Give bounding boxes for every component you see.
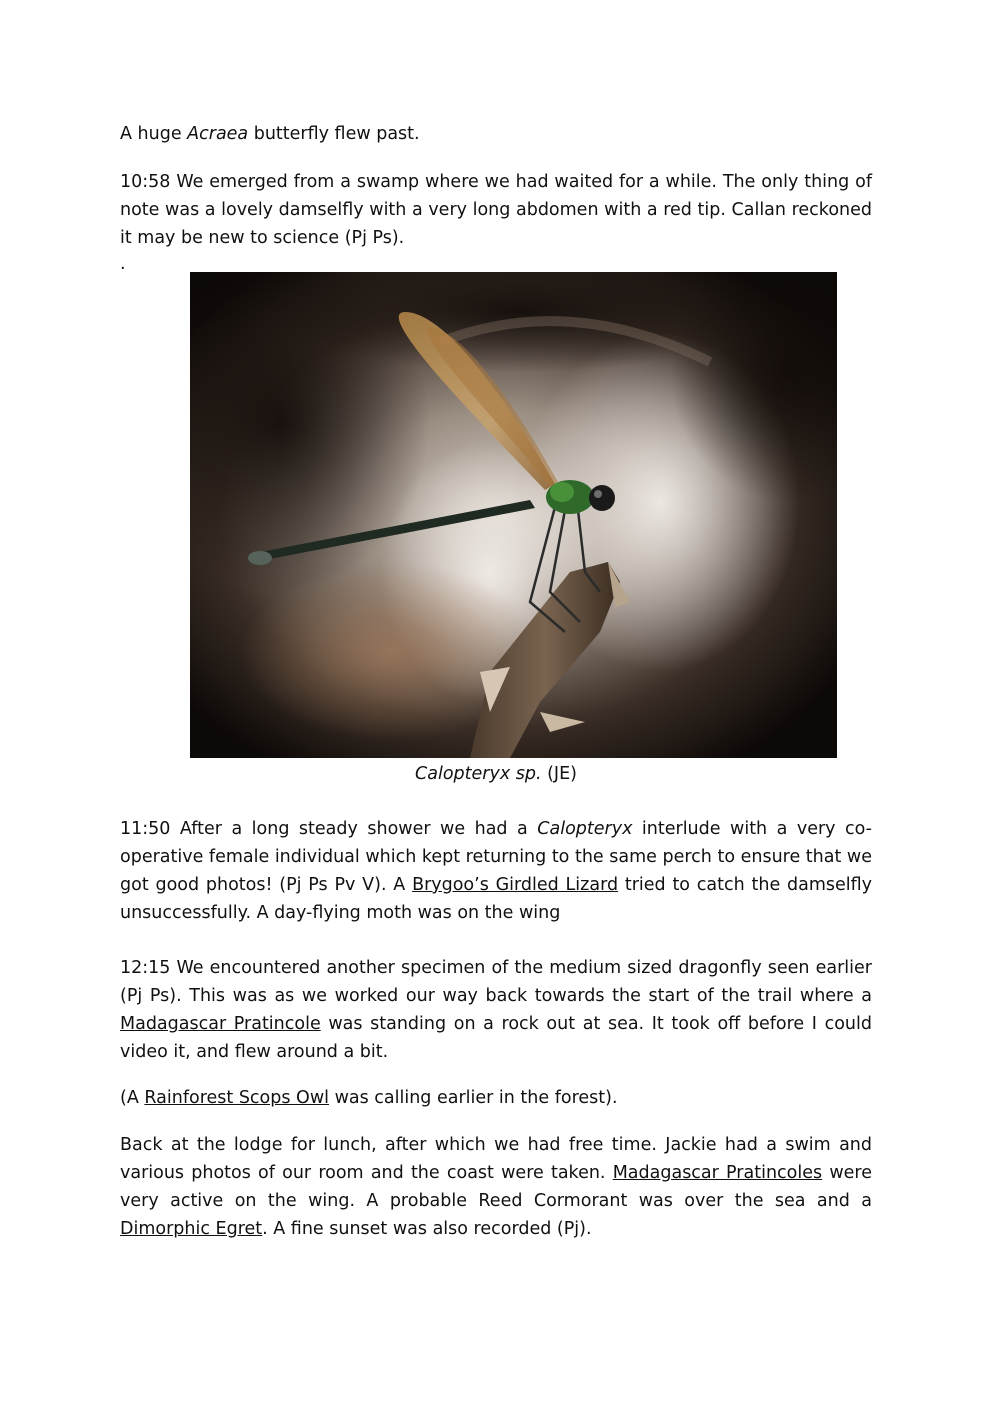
paragraph-acraea: A huge Acraea butterfly flew past. [120, 124, 420, 144]
link-dimorphic-egret[interactable]: Dimorphic Egret [120, 1219, 263, 1239]
genus-calopteryx: Calopteryx [537, 819, 633, 839]
caption-credit: (JE) [541, 764, 577, 784]
paragraph-scops-owl: (A Rainforest Scops Owl was calling earlier in the forest). [120, 1088, 618, 1108]
paragraph-1150: 11:50 After a long steady shower we had a Calopteryx interlude with a very co-operative female individual which kept returning to the same perch to ensure that we got good photos! (Pj Ps Pv V). A Brygoo’s Girdled Lizard tried to catch the damselfly unsuccessfully. A day-flying moth was on the wing [120, 819, 873, 923]
link-brygoos-girdled-lizard[interactable]: Brygoo’s Girdled Lizard [412, 875, 619, 895]
paragraph-lodge: Back at the lodge for lunch, after which we had free time. Jackie had a swim and various photos of our room and the coast were taken. Madagascar Pratincoles were very active on the wing. A probable Reed Cormorant was over the sea and a Dimorphic Egret. A fine sunset was also recorded (Pj). [120, 1135, 872, 1239]
stray-dot: . [120, 254, 126, 274]
genus-acraea: Acraea [187, 124, 249, 144]
photo-caption [120, 760, 872, 788]
link-madagascar-pratincoles[interactable]: Madagascar Pratincoles [612, 1163, 823, 1183]
caption-species: Calopteryx sp. [415, 764, 542, 784]
paragraph-1215: 12:15 We encountered another specimen of the medium sized dragonfly seen earlier (Pj Ps). This was as we worked our way back towards the start of the trail where a Madagascar Pratincole was standing on a rock out at sea. It took off before I could video it, and flew around a bit. [120, 958, 872, 1062]
damselfly-photo [190, 272, 837, 758]
link-madagascar-pratincole[interactable]: Madagascar Pratincole [120, 1014, 321, 1034]
paragraph-1058: 10:58 We emerged from a swamp where we had waited for a while. The only thing of note was a lovely damselfly with a very long abdomen with a red tip. Callan reckoned it may be new to science (Pj Ps). [120, 172, 872, 248]
link-rainforest-scops-owl[interactable]: Rainforest Scops Owl [144, 1088, 329, 1108]
